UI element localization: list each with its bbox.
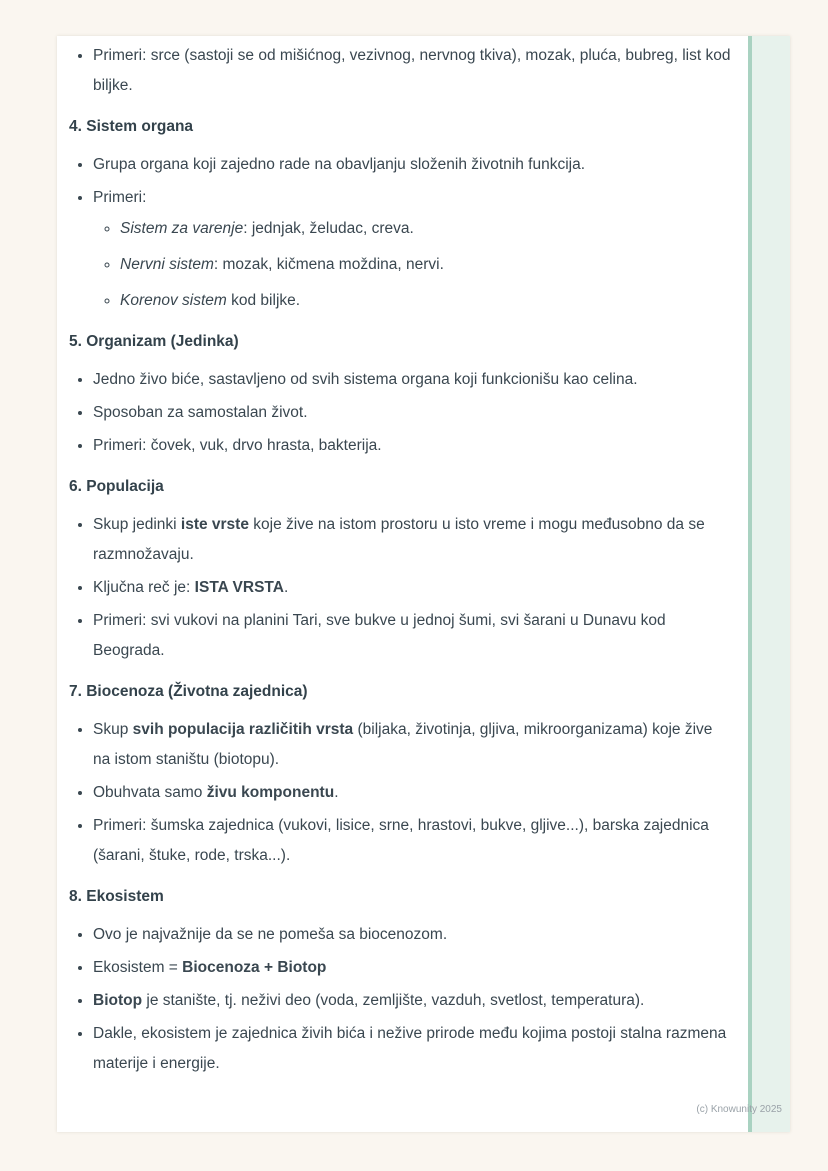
watermark: (c) Knowunity 2025 — [696, 1104, 782, 1115]
accent-stripe — [748, 36, 790, 1132]
list-item — [93, 150, 732, 180]
list-item — [93, 431, 732, 461]
list-item — [93, 510, 732, 570]
document-section — [69, 331, 732, 461]
list-item — [93, 606, 732, 666]
document-page — [57, 36, 790, 1132]
text-segment: koje žive na istom prostoru u isto vreme i mogu međusobno da se razmnožavaju. — [93, 516, 705, 563]
text-segment: Korenov sistem — [120, 292, 227, 309]
document-section — [69, 41, 732, 101]
list-item-sub — [120, 214, 732, 244]
section-heading: 5. Organizam (Jedinka) — [69, 333, 239, 350]
text-segment: Biotop — [93, 992, 143, 1009]
text-segment: (biljaka, životinja, gljiva, mikroorganizama) koje žive na istom staništu (biotopu). — [93, 721, 713, 768]
list-item — [93, 573, 732, 603]
text-segment: Primeri: — [93, 189, 147, 206]
text-segment: Jedno živo biće, sastavljeno od svih sistema organa koji funkcionišu kao celina. — [93, 371, 638, 388]
list-item — [93, 920, 732, 950]
text-segment: Skup — [93, 721, 133, 738]
document-section — [69, 476, 732, 666]
list-item — [93, 715, 732, 775]
section-heading: 6. Populacija — [69, 478, 164, 495]
bullet-list — [69, 365, 732, 461]
list-item — [93, 986, 732, 1016]
text-segment: Primeri: čovek, vuk, drvo hrasta, bakterija. — [93, 437, 382, 454]
list-item-sub — [120, 250, 732, 280]
document-section — [69, 886, 732, 1079]
list-item — [93, 1019, 732, 1079]
section-heading: 4. Sistem organa — [69, 118, 194, 135]
list-item-sub — [120, 286, 732, 316]
text-segment: Nervni sistem — [120, 256, 214, 273]
list-item — [93, 778, 732, 808]
text-segment: Ovo je najvažnije da se ne pomeša sa biocenozom. — [93, 926, 448, 943]
list-item — [93, 365, 732, 395]
list-item — [93, 953, 732, 983]
document-content — [69, 36, 732, 1082]
text-segment: Sposoban za samostalan život. — [93, 404, 308, 421]
text-segment: Sistem za varenje — [120, 220, 244, 237]
text-segment: svih populacija različitih vrsta — [132, 721, 354, 738]
list-item — [93, 398, 732, 428]
text-segment: Skup jedinki — [93, 516, 181, 533]
text-segment: Primeri: svi vukovi na planini Tari, sve bukve u jednoj šumi, svi šarani u Dunavu kod Beograda. — [93, 612, 666, 659]
text-segment: Ključna reč je: — [93, 579, 195, 596]
list-item — [93, 183, 732, 316]
text-segment: ISTA VRSTA — [194, 579, 284, 596]
bullet-list — [69, 41, 732, 101]
text-segment: . — [334, 784, 339, 801]
bullet-list — [69, 715, 732, 871]
text-segment: Dakle, ekosistem je zajednica živih bića i nežive prirode među kojima postoji stalna razmena materije i energije. — [93, 1025, 727, 1072]
bullet-list — [69, 920, 732, 1079]
section-heading: 7. Biocenoza (Životna zajednica) — [69, 683, 308, 700]
bullet-list — [69, 510, 732, 666]
list-item — [93, 811, 732, 871]
document-section — [69, 116, 732, 316]
section-heading: 8. Ekosistem — [69, 888, 164, 905]
text-segment: . — [283, 579, 289, 596]
text-segment: Grupa organa koji zajedno rade na obavljanju složenih životnih funkcija. — [93, 156, 586, 173]
text-segment: Primeri: srce (sastoji se od mišićnog, vezivnog, nervnog tkiva), mozak, pluća, bubreg, list kod biljke. — [93, 47, 731, 94]
text-segment: kod biljke. — [226, 292, 301, 309]
text-segment: živu komponentu — [206, 784, 335, 801]
sub-bullet-list — [93, 214, 732, 316]
text-segment: : jednjak, želudac, creva. — [243, 220, 414, 237]
text-segment: Primeri: šumska zajednica (vukovi, lisice, srne, hrastovi, bukve, gljive...), barska zajednica (šarani, štuke, rode, trska...). — [93, 817, 709, 864]
document-sections — [69, 41, 732, 1079]
text-segment: Biocenoza + Biotop — [182, 959, 327, 976]
text-segment: Obuhvata samo — [93, 784, 207, 801]
text-segment: iste vrste — [180, 516, 249, 533]
text-segment: Ekosistem = — [93, 959, 183, 976]
list-item — [93, 41, 732, 101]
document-section — [69, 681, 732, 871]
text-segment: je stanište, tj. neživi deo (voda, zemljište, vazduh, svetlost, temperatura). — [142, 992, 645, 1009]
bullet-list — [69, 150, 732, 316]
text-segment: : mozak, kičmena moždina, nervi. — [213, 256, 444, 273]
